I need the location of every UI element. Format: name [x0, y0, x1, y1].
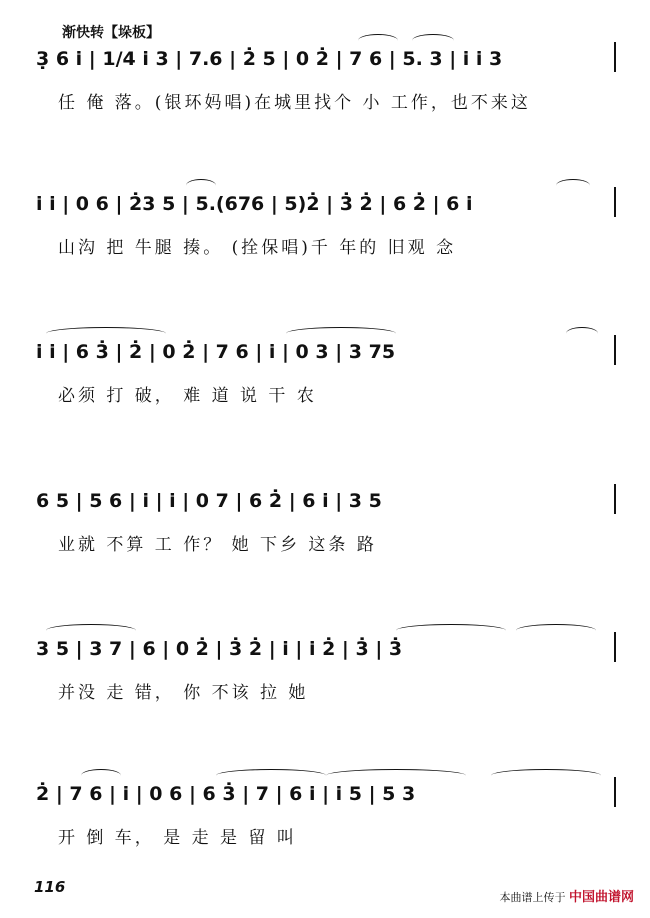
- barline: [614, 777, 616, 807]
- lyric-line: 山沟 把 牛腿 揍。 (拴保唱)千 年的 旧观 念: [58, 238, 457, 258]
- notation-text: 2̇ | 7 6 | i | 0 6 | 6 3̇ | 7 | 6 i | i 5 | 5 3: [36, 783, 416, 805]
- notation-line: [36, 765, 616, 809]
- notation-line: [36, 30, 616, 74]
- lyric-line: 业就 不算 工 作？ 她 下乡 这条 路: [58, 535, 377, 555]
- slur-mark: [491, 769, 601, 782]
- page-number: 116: [34, 878, 66, 896]
- notation-text: i i | 0 6 | 2̇3 5 | 5.(676 | 5)2̇ | 3̇ 2̇ | 6 2̇ | 6 i: [36, 193, 473, 215]
- barline: [614, 187, 616, 217]
- slur-mark: [412, 34, 454, 47]
- score-system-6: [36, 765, 616, 848]
- slur-mark: [556, 179, 590, 192]
- slur-mark: [186, 179, 216, 192]
- slur-mark: [46, 327, 166, 340]
- notation-line: [36, 323, 616, 367]
- source-text: 本曲谱上传于: [499, 891, 566, 904]
- lyric-line: 开 倒 车， 是 走 是 留 叫: [58, 828, 297, 848]
- tempo-marking: 渐快转【垛板】: [62, 25, 160, 41]
- notation-line: [36, 175, 616, 219]
- slur-mark: [516, 624, 596, 637]
- lyric-line: 必须 打 破， 难 道 说 干 农: [58, 386, 317, 406]
- barline: [614, 335, 616, 365]
- notation-text: 6 5 | 5 6 | i | i | 0 7 | 6 2̇ | 6 i | 3 5: [36, 490, 382, 512]
- score-system-1: [36, 30, 616, 113]
- score-system-4: [36, 472, 616, 555]
- source-credit: [499, 886, 634, 905]
- barline: [614, 632, 616, 662]
- slur-mark: [326, 769, 466, 782]
- score-system-3: [36, 323, 616, 406]
- slur-mark: [358, 34, 398, 47]
- notation-text: 3 5 | 3 7 | 6 | 0 2̇ | 3̇ 2̇ | i | i 2̇ | 3̇ | 3̇: [36, 638, 403, 660]
- notation-line: [36, 472, 616, 516]
- slur-mark: [216, 769, 326, 782]
- lyric-line: 任 俺 落。(银环妈唱)在城里找个 小 工作，也不来这: [58, 93, 531, 113]
- slur-mark: [81, 769, 121, 782]
- slur-mark: [396, 624, 506, 637]
- notation-line: [36, 620, 616, 664]
- notation-text: 3̣ 6 i | 1/4 i 3 | 7.6 | 2̇ 5 | 0 2̇ | 7 6 | 5. 3 | i i 3: [36, 48, 503, 70]
- notation-text: i i | 6 3̇ | 2̇ | 0 2̇ | 7 6 | i | 0 3 | 3 75: [36, 341, 396, 363]
- slur-mark: [566, 327, 598, 340]
- slur-mark: [46, 624, 136, 637]
- site-logo[interactable]: 中国曲谱网: [568, 890, 634, 905]
- lyric-line: 并没 走 错， 你 不该 拉 她: [58, 683, 309, 703]
- score-system-2: [36, 175, 616, 258]
- score-system-5: [36, 620, 616, 703]
- barline: [614, 484, 616, 514]
- slur-mark: [286, 327, 396, 340]
- barline: [614, 42, 616, 72]
